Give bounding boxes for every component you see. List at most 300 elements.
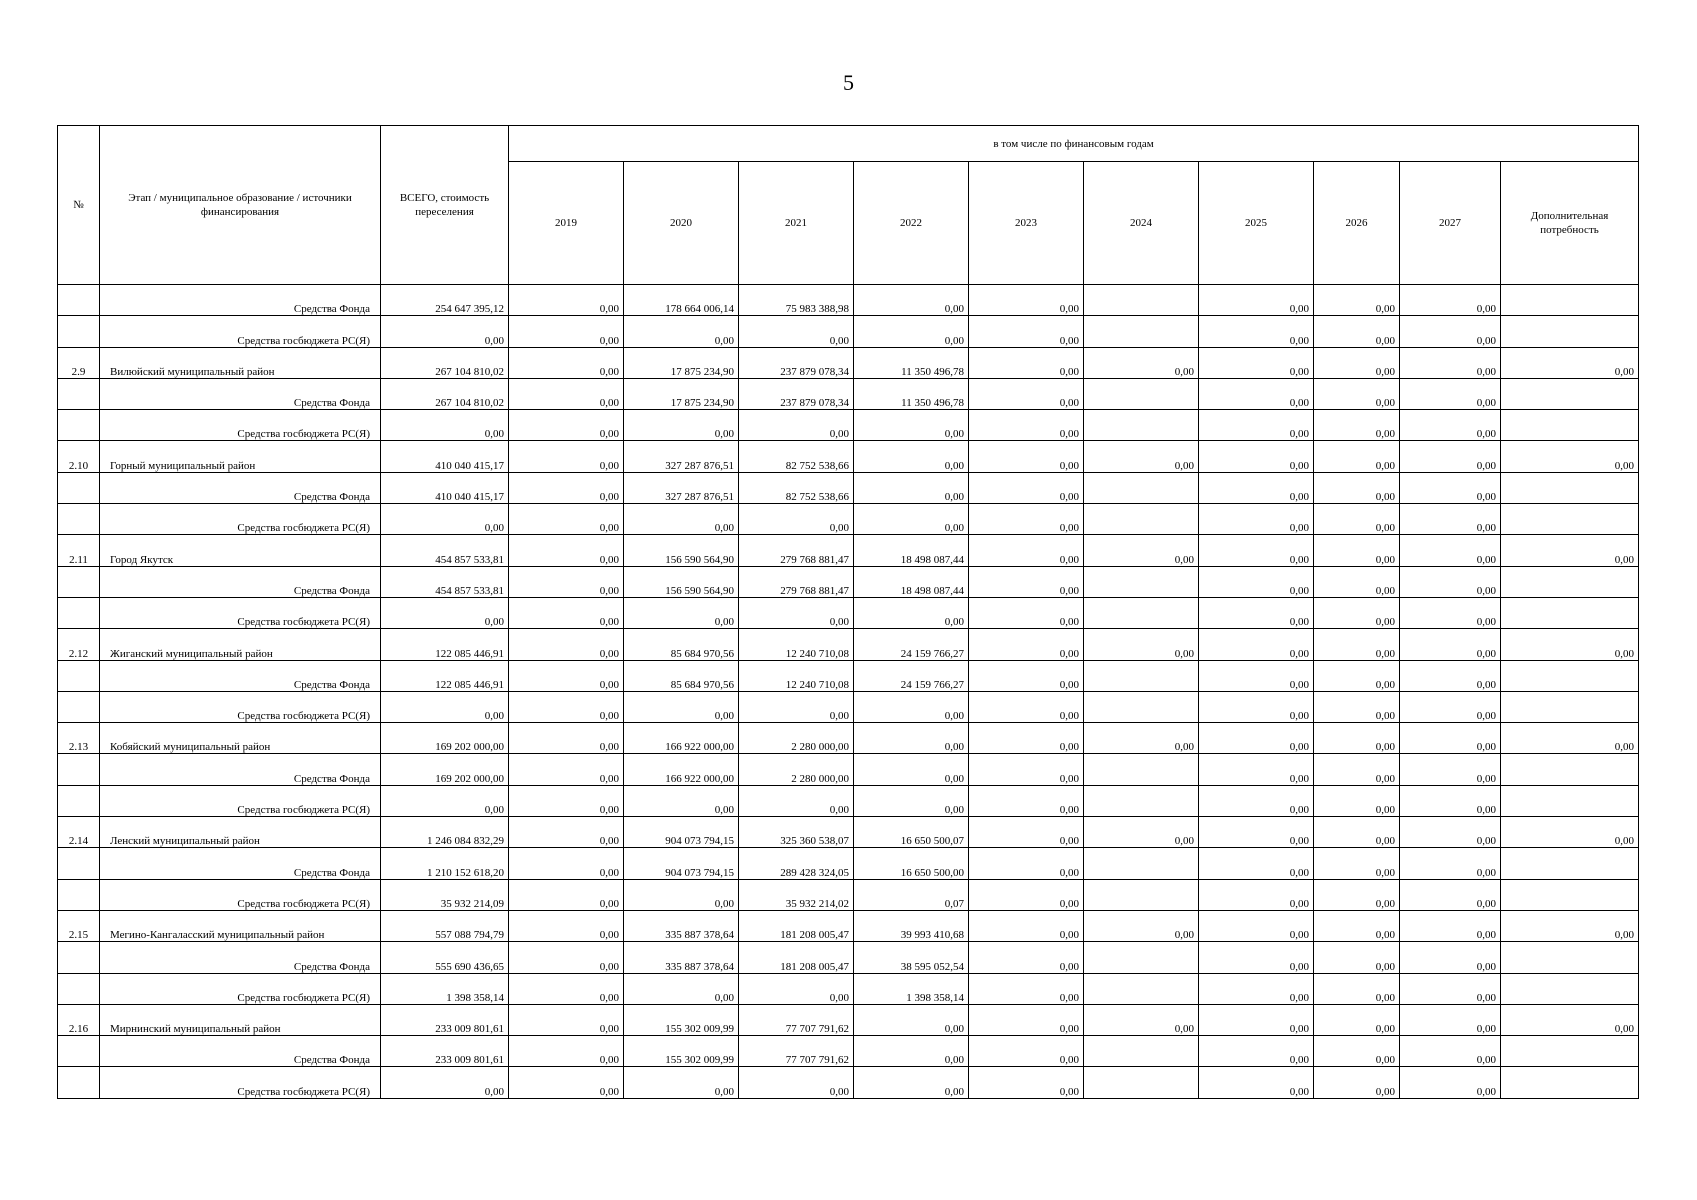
header-year: 2027 <box>1400 162 1501 285</box>
year-value: 0,00 <box>509 347 624 378</box>
row-number: 2.10 <box>58 441 100 472</box>
year-value: 0,00 <box>509 879 624 910</box>
year-value: 12 240 710,08 <box>739 660 854 691</box>
year-value <box>1084 785 1199 816</box>
year-value: 0,00 <box>509 504 624 535</box>
year-value: 0,00 <box>854 1067 969 1098</box>
year-value: 0,00 <box>1199 910 1314 941</box>
table-row <box>58 973 1639 1004</box>
year-value: 0,00 <box>1400 754 1501 785</box>
row-number: 2.13 <box>58 723 100 754</box>
year-value: 0,00 <box>854 723 969 754</box>
year-value: 0,00 <box>1199 378 1314 409</box>
year-value: 0,00 <box>1314 472 1400 503</box>
year-value <box>1084 566 1199 597</box>
table-row <box>58 316 1639 347</box>
year-value: 85 684 970,56 <box>624 629 739 660</box>
header-year: 2020 <box>624 162 739 285</box>
year-value: 0,00 <box>1199 347 1314 378</box>
table-row <box>58 347 1639 378</box>
year-value: 155 302 009,99 <box>624 1004 739 1035</box>
row-number <box>58 754 100 785</box>
year-value: 0,00 <box>1400 441 1501 472</box>
year-value: 0,00 <box>509 754 624 785</box>
year-value: 0,00 <box>509 973 624 1004</box>
year-value: 279 768 881,47 <box>739 566 854 597</box>
year-value: 0,00 <box>1199 597 1314 628</box>
total-cost: 0,00 <box>381 410 509 441</box>
year-value: 0,00 <box>1314 910 1400 941</box>
table-row <box>58 1036 1639 1067</box>
row-number <box>58 597 100 628</box>
year-value: 279 768 881,47 <box>739 535 854 566</box>
additional-need-value <box>1501 848 1639 879</box>
row-number <box>58 973 100 1004</box>
year-value: 0,00 <box>1400 504 1501 535</box>
header-year: 2023 <box>969 162 1084 285</box>
year-value: 0,00 <box>854 285 969 316</box>
year-value: 0,00 <box>1400 1067 1501 1098</box>
header-year: 2024 <box>1084 162 1199 285</box>
municipality-name: Горный муниципальный район <box>100 441 381 472</box>
funding-source: Средства Фонда <box>100 848 381 879</box>
row-number <box>58 848 100 879</box>
year-value: 0,00 <box>1314 1036 1400 1067</box>
year-value: 0,00 <box>1199 285 1314 316</box>
additional-need-value: 0,00 <box>1501 535 1639 566</box>
funding-source: Средства Фонда <box>100 754 381 785</box>
year-value: 12 240 710,08 <box>739 629 854 660</box>
additional-need-value <box>1501 285 1639 316</box>
year-value <box>1084 879 1199 910</box>
year-value: 0,00 <box>1314 410 1400 441</box>
year-value: 0,00 <box>624 1067 739 1098</box>
funding-source: Средства Фонда <box>100 942 381 973</box>
row-number <box>58 1067 100 1098</box>
table-row <box>58 879 1639 910</box>
year-value: 0,00 <box>509 378 624 409</box>
year-value: 0,00 <box>1084 723 1199 754</box>
year-value: 75 983 388,98 <box>739 285 854 316</box>
table-row <box>58 785 1639 816</box>
row-number <box>58 1036 100 1067</box>
table-row <box>58 535 1639 566</box>
funding-source: Средства Фонда <box>100 378 381 409</box>
additional-need-value <box>1501 973 1639 1004</box>
year-value: 904 073 794,15 <box>624 817 739 848</box>
year-value: 0,00 <box>624 410 739 441</box>
table-row <box>58 566 1639 597</box>
year-value: 0,00 <box>1199 566 1314 597</box>
year-value: 0,00 <box>624 879 739 910</box>
year-value: 0,00 <box>509 472 624 503</box>
year-value: 0,00 <box>969 910 1084 941</box>
total-cost: 0,00 <box>381 316 509 347</box>
year-value: 904 073 794,15 <box>624 848 739 879</box>
year-value: 0,00 <box>739 785 854 816</box>
year-value: 0,00 <box>969 973 1084 1004</box>
year-value: 327 287 876,51 <box>624 472 739 503</box>
year-value: 0,00 <box>969 629 1084 660</box>
year-value: 0,00 <box>1314 441 1400 472</box>
year-value: 0,00 <box>969 660 1084 691</box>
additional-need-value <box>1501 472 1639 503</box>
additional-need-value: 0,00 <box>1501 441 1639 472</box>
funding-source: Средства госбюджета РС(Я) <box>100 1067 381 1098</box>
year-value: 0,00 <box>509 285 624 316</box>
year-value: 0,00 <box>1400 378 1501 409</box>
additional-need-value <box>1501 504 1639 535</box>
additional-need-value <box>1501 754 1639 785</box>
total-cost: 1 210 152 618,20 <box>381 848 509 879</box>
year-value: 0,00 <box>1199 1067 1314 1098</box>
additional-need-value <box>1501 691 1639 722</box>
year-value: 0,00 <box>1314 848 1400 879</box>
year-value: 24 159 766,27 <box>854 660 969 691</box>
year-value: 335 887 378,64 <box>624 910 739 941</box>
year-value: 0,00 <box>1314 660 1400 691</box>
funding-source: Средства Фонда <box>100 566 381 597</box>
table-row <box>58 754 1639 785</box>
municipality-name: Вилюйский муниципальный район <box>100 347 381 378</box>
year-value: 0,00 <box>739 973 854 1004</box>
year-value: 77 707 791,62 <box>739 1004 854 1035</box>
year-value: 0,00 <box>969 410 1084 441</box>
table-row <box>58 848 1639 879</box>
header-additional-need: Дополнительная потребность <box>1501 162 1639 285</box>
year-value: 0,00 <box>1084 535 1199 566</box>
additional-need-value: 0,00 <box>1501 817 1639 848</box>
year-value: 0,00 <box>1199 942 1314 973</box>
additional-need-value: 0,00 <box>1501 629 1639 660</box>
year-value: 0,00 <box>1199 504 1314 535</box>
year-value: 0,00 <box>969 597 1084 628</box>
year-value: 0,00 <box>1199 723 1314 754</box>
year-value <box>1084 660 1199 691</box>
year-value: 0,00 <box>1199 660 1314 691</box>
header-group: в том числе по финансовым годам <box>509 126 1639 162</box>
year-value <box>1084 973 1199 1004</box>
year-value: 0,00 <box>624 597 739 628</box>
year-value: 38 595 052,54 <box>854 942 969 973</box>
financing-table <box>57 125 1639 1099</box>
year-value: 35 932 214,02 <box>739 879 854 910</box>
year-value: 0,00 <box>1400 942 1501 973</box>
year-value: 2 280 000,00 <box>739 723 854 754</box>
year-value: 0,00 <box>509 723 624 754</box>
year-value <box>1084 754 1199 785</box>
year-value: 24 159 766,27 <box>854 629 969 660</box>
row-number <box>58 504 100 535</box>
year-value: 0,00 <box>1314 316 1400 347</box>
funding-source: Средства госбюджета РС(Я) <box>100 785 381 816</box>
year-value: 0,00 <box>1314 597 1400 628</box>
year-value: 0,00 <box>854 316 969 347</box>
row-number <box>58 472 100 503</box>
year-value: 0,00 <box>1314 942 1400 973</box>
year-value: 0,00 <box>1314 879 1400 910</box>
year-value: 0,00 <box>1084 1004 1199 1035</box>
year-value: 166 922 000,00 <box>624 723 739 754</box>
funding-source: Средства Фонда <box>100 472 381 503</box>
table-row <box>58 1004 1639 1035</box>
year-value: 0,00 <box>509 629 624 660</box>
funding-source: Средства госбюджета РС(Я) <box>100 316 381 347</box>
row-number <box>58 285 100 316</box>
municipality-name: Город Якутск <box>100 535 381 566</box>
year-value: 0,00 <box>854 410 969 441</box>
year-value: 335 887 378,64 <box>624 942 739 973</box>
year-value: 0,00 <box>509 910 624 941</box>
year-value <box>1084 285 1199 316</box>
row-number: 2.12 <box>58 629 100 660</box>
year-value: 0,00 <box>969 879 1084 910</box>
year-value: 0,00 <box>509 1067 624 1098</box>
year-value: 0,00 <box>509 535 624 566</box>
year-value: 0,00 <box>1400 1036 1501 1067</box>
total-cost: 233 009 801,61 <box>381 1036 509 1067</box>
year-value: 0,00 <box>624 504 739 535</box>
funding-source: Средства госбюджета РС(Я) <box>100 504 381 535</box>
header-number: № <box>58 126 100 285</box>
year-value: 0,00 <box>1314 973 1400 1004</box>
year-value: 0,00 <box>969 1004 1084 1035</box>
year-value: 0,00 <box>1084 629 1199 660</box>
year-value: 0,00 <box>854 504 969 535</box>
year-value: 0,00 <box>1400 566 1501 597</box>
total-cost: 35 932 214,09 <box>381 879 509 910</box>
year-value: 0,00 <box>969 1036 1084 1067</box>
year-value: 18 498 087,44 <box>854 535 969 566</box>
year-value: 0,00 <box>1400 410 1501 441</box>
additional-need-value <box>1501 378 1639 409</box>
year-value: 0,00 <box>969 754 1084 785</box>
year-value: 0,00 <box>969 472 1084 503</box>
header-name: Этап / муниципальное образование / источники финансирования <box>100 126 381 285</box>
year-value <box>1084 1036 1199 1067</box>
year-value: 0,00 <box>1400 316 1501 347</box>
year-value: 0,00 <box>1400 785 1501 816</box>
year-value: 325 360 538,07 <box>739 817 854 848</box>
year-value: 0,00 <box>1400 597 1501 628</box>
year-value: 0,00 <box>1400 347 1501 378</box>
total-cost: 1 246 084 832,29 <box>381 817 509 848</box>
year-value: 0,00 <box>1314 504 1400 535</box>
table-row <box>58 910 1639 941</box>
year-value: 11 350 496,78 <box>854 347 969 378</box>
additional-need-value: 0,00 <box>1501 1004 1639 1035</box>
year-value: 0,00 <box>1400 535 1501 566</box>
year-value: 0,00 <box>509 566 624 597</box>
total-cost: 0,00 <box>381 1067 509 1098</box>
year-value <box>1084 504 1199 535</box>
year-value: 289 428 324,05 <box>739 848 854 879</box>
year-value: 0,00 <box>624 785 739 816</box>
year-value: 0,00 <box>1314 817 1400 848</box>
row-number <box>58 566 100 597</box>
year-value: 0,00 <box>969 441 1084 472</box>
total-cost: 233 009 801,61 <box>381 1004 509 1035</box>
header-year: 2026 <box>1314 162 1400 285</box>
table-row <box>58 723 1639 754</box>
year-value: 0,00 <box>1199 754 1314 785</box>
year-value: 0,00 <box>1199 629 1314 660</box>
additional-need-value <box>1501 597 1639 628</box>
funding-source: Средства госбюджета РС(Я) <box>100 973 381 1004</box>
year-value: 0,00 <box>1314 347 1400 378</box>
total-cost: 0,00 <box>381 785 509 816</box>
year-value: 0,00 <box>1400 691 1501 722</box>
additional-need-value <box>1501 1067 1639 1098</box>
year-value: 0,00 <box>969 535 1084 566</box>
year-value: 0,00 <box>624 973 739 1004</box>
year-value: 0,00 <box>1314 1004 1400 1035</box>
year-value: 0,00 <box>509 660 624 691</box>
year-value: 166 922 000,00 <box>624 754 739 785</box>
year-value: 0,00 <box>969 942 1084 973</box>
year-value: 1 398 358,14 <box>854 973 969 1004</box>
year-value: 0,00 <box>1314 629 1400 660</box>
year-value: 85 684 970,56 <box>624 660 739 691</box>
table-row <box>58 504 1639 535</box>
year-value <box>1084 691 1199 722</box>
table-row <box>58 629 1639 660</box>
row-number <box>58 316 100 347</box>
year-value: 0,00 <box>1199 848 1314 879</box>
year-value: 0,00 <box>509 1004 624 1035</box>
year-value <box>1084 1067 1199 1098</box>
year-value: 0,00 <box>969 785 1084 816</box>
year-value: 0,00 <box>1400 660 1501 691</box>
year-value: 11 350 496,78 <box>854 378 969 409</box>
total-cost: 267 104 810,02 <box>381 378 509 409</box>
year-value: 0,00 <box>969 285 1084 316</box>
additional-need-value: 0,00 <box>1501 910 1639 941</box>
funding-source: Средства госбюджета РС(Я) <box>100 691 381 722</box>
year-value <box>1084 378 1199 409</box>
total-cost: 557 088 794,79 <box>381 910 509 941</box>
funding-source: Средства Фонда <box>100 285 381 316</box>
year-value: 0,00 <box>509 597 624 628</box>
year-value: 0,00 <box>854 691 969 722</box>
year-value: 0,00 <box>969 848 1084 879</box>
total-cost: 254 647 395,12 <box>381 285 509 316</box>
total-cost: 122 085 446,91 <box>381 629 509 660</box>
year-value: 0,00 <box>1084 347 1199 378</box>
year-value: 0,00 <box>1314 723 1400 754</box>
row-number <box>58 942 100 973</box>
year-value: 0,00 <box>509 942 624 973</box>
total-cost: 1 398 358,14 <box>381 973 509 1004</box>
year-value: 0,00 <box>1084 910 1199 941</box>
year-value: 0,00 <box>1199 1004 1314 1035</box>
municipality-name: Мегино-Кангаласский муниципальный район <box>100 910 381 941</box>
year-value: 0,00 <box>739 410 854 441</box>
year-value: 0,00 <box>969 347 1084 378</box>
year-value: 0,00 <box>969 566 1084 597</box>
year-value: 0,00 <box>509 785 624 816</box>
funding-source: Средства Фонда <box>100 660 381 691</box>
funding-source: Средства госбюджета РС(Я) <box>100 410 381 441</box>
year-value: 0,00 <box>1314 378 1400 409</box>
header-year: 2025 <box>1199 162 1314 285</box>
additional-need-value <box>1501 316 1639 347</box>
table-row <box>58 691 1639 722</box>
year-value: 0,00 <box>1400 910 1501 941</box>
year-value <box>1084 848 1199 879</box>
year-value: 18 498 087,44 <box>854 566 969 597</box>
year-value: 181 208 005,47 <box>739 910 854 941</box>
year-value: 0,00 <box>739 1067 854 1098</box>
year-value: 178 664 006,14 <box>624 285 739 316</box>
municipality-name: Ленский муниципальный район <box>100 817 381 848</box>
additional-need-value <box>1501 879 1639 910</box>
funding-source: Средства госбюджета РС(Я) <box>100 597 381 628</box>
year-value: 0,00 <box>1400 817 1501 848</box>
year-value <box>1084 597 1199 628</box>
additional-need-value: 0,00 <box>1501 723 1639 754</box>
year-value: 0,00 <box>854 785 969 816</box>
row-number: 2.16 <box>58 1004 100 1035</box>
additional-need-value <box>1501 660 1639 691</box>
row-number <box>58 785 100 816</box>
table-row <box>58 410 1639 441</box>
total-cost: 122 085 446,91 <box>381 660 509 691</box>
header-year: 2022 <box>854 162 969 285</box>
year-value <box>1084 410 1199 441</box>
year-value: 0,00 <box>1400 879 1501 910</box>
year-value: 0,00 <box>1199 817 1314 848</box>
year-value: 0,00 <box>509 441 624 472</box>
year-value: 0,00 <box>854 472 969 503</box>
additional-need-value <box>1501 1036 1639 1067</box>
additional-need-value <box>1501 942 1639 973</box>
year-value: 0,00 <box>1199 879 1314 910</box>
year-value: 0,00 <box>739 597 854 628</box>
table-row <box>58 817 1639 848</box>
year-value: 0,00 <box>1314 566 1400 597</box>
year-value: 0,00 <box>509 1036 624 1067</box>
year-value: 155 302 009,99 <box>624 1036 739 1067</box>
table-row <box>58 1067 1639 1098</box>
year-value: 16 650 500,07 <box>854 817 969 848</box>
total-cost: 169 202 000,00 <box>381 754 509 785</box>
year-value: 0,00 <box>969 1067 1084 1098</box>
table-row <box>58 441 1639 472</box>
year-value: 82 752 538,66 <box>739 441 854 472</box>
table-row <box>58 378 1639 409</box>
year-value: 0,00 <box>969 316 1084 347</box>
total-cost: 0,00 <box>381 597 509 628</box>
year-value: 17 875 234,90 <box>624 347 739 378</box>
year-value: 0,00 <box>854 597 969 628</box>
total-cost: 454 857 533,81 <box>381 535 509 566</box>
year-value: 0,00 <box>1084 817 1199 848</box>
header-total: ВСЕГО, стоимость переселения <box>381 126 509 285</box>
year-value: 77 707 791,62 <box>739 1036 854 1067</box>
total-cost: 410 040 415,17 <box>381 472 509 503</box>
year-value: 0,00 <box>739 691 854 722</box>
table-row <box>58 285 1639 316</box>
year-value: 0,00 <box>1314 1067 1400 1098</box>
year-value: 0,00 <box>509 848 624 879</box>
year-value: 0,00 <box>1199 316 1314 347</box>
year-value: 0,00 <box>509 817 624 848</box>
total-cost: 555 690 436,65 <box>381 942 509 973</box>
year-value: 0,00 <box>1314 754 1400 785</box>
year-value: 0,00 <box>1314 785 1400 816</box>
year-value: 17 875 234,90 <box>624 378 739 409</box>
